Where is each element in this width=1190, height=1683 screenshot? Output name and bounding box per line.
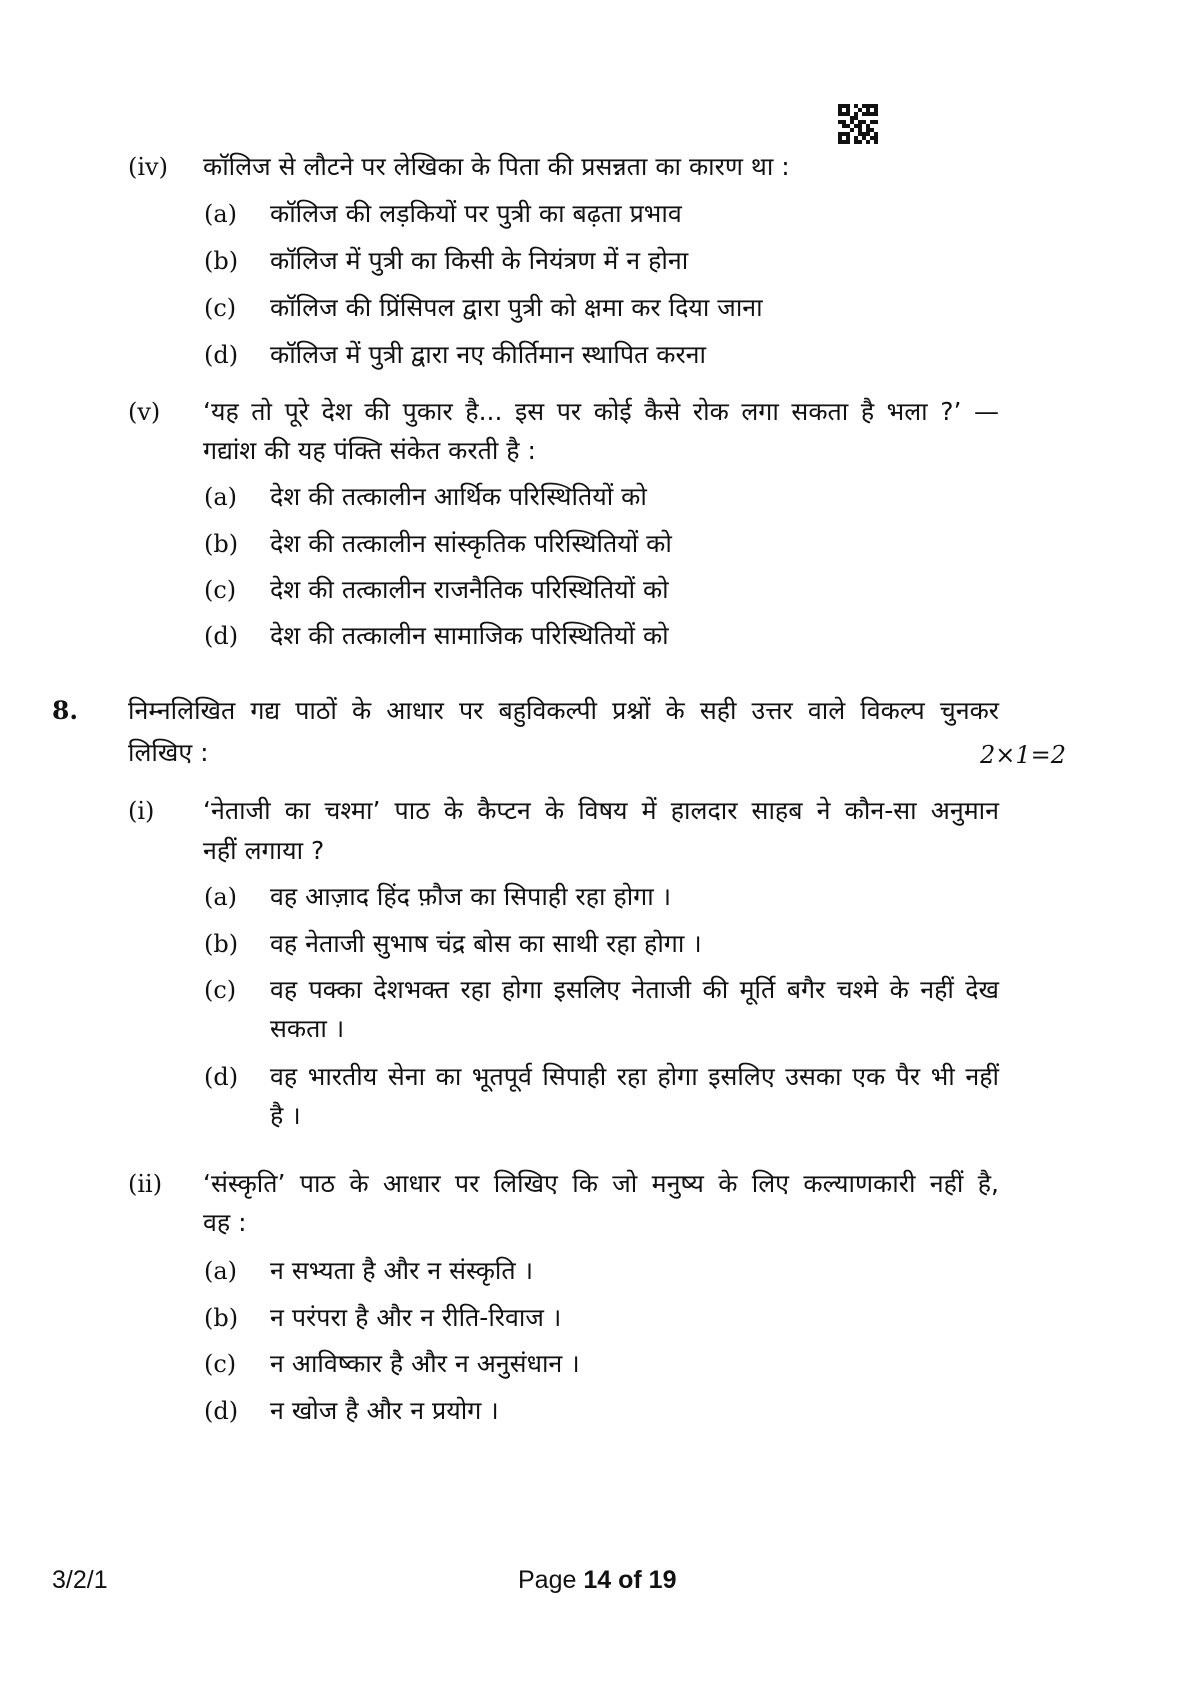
option-label: (b) — [204, 530, 239, 558]
page-of: of — [618, 1566, 642, 1594]
sub-question-label: (iv) — [128, 153, 168, 181]
option-label: (a) — [204, 200, 238, 228]
sub-question-label: (i) — [128, 797, 155, 825]
option-text: देश की तत्कालीन सामाजिक परिस्थितियों को — [270, 621, 669, 650]
option-label: (b) — [204, 930, 239, 958]
option-label: (a) — [204, 483, 238, 511]
sub-question-text-line1: ‘संस्कृति’ पाठ के आधार पर लिखिए कि जो मनुष्य के लिए कल्याणकारी नहीं है, — [203, 1169, 999, 1198]
question-instruction-line2: लिखिए : — [128, 738, 209, 767]
page-total: 19 — [648, 1566, 677, 1594]
page-prefix: Page — [518, 1566, 577, 1594]
option-label: (c) — [204, 576, 237, 604]
sub-question-text-line2: नहीं लगाया ? — [203, 836, 325, 865]
paper-code: 3/2/1 — [52, 1566, 108, 1594]
sub-question-text-line2: वह : — [203, 1208, 247, 1237]
option-label: (a) — [204, 883, 238, 911]
sub-question-text-line1: ‘यह तो पूरे देश की पुकार है... इस पर कोई कैसे रोक लगा सकता है भला ?’ — — [203, 397, 1000, 426]
option-label: (d) — [204, 341, 239, 369]
option-label: (c) — [204, 294, 237, 322]
option-text: न परंपरा है और न रीति-रिवाज । — [270, 1303, 562, 1332]
option-text: देश की तत्कालीन सांस्कृतिक परिस्थितियों को — [270, 529, 672, 558]
question-instruction-line1: निम्नलिखित गद्य पाठों के आधार पर बहुविकल्पी प्रश्नों के सही उत्तर वाले विकल्प चुनकर — [128, 696, 999, 725]
option-text: न खोज है और न प्रयोग । — [270, 1396, 499, 1425]
marks-allocation: 2×1=2 — [980, 741, 1067, 769]
option-text-line2: है । — [270, 1101, 301, 1130]
option-text: वह नेताजी सुभाष चंद्र बोस का साथी रहा होगा । — [270, 929, 702, 958]
question-number: 8. — [52, 696, 79, 725]
option-text-line2: सकता । — [270, 1014, 345, 1043]
option-text: कॉलिज में पुत्री का किसी के नियंत्रण में न होना — [270, 246, 689, 275]
option-text: देश की तत्कालीन राजनैतिक परिस्थितियों को — [270, 575, 669, 604]
option-text: न सभ्यता है और न संस्कृति । — [270, 1256, 534, 1285]
page-current: 14 — [583, 1566, 612, 1594]
sub-question-label: (v) — [128, 398, 161, 426]
option-text-line1: वह भारतीय सेना का भूतपूर्व सिपाही रहा होगा इसलिए उसका एक पैर भी नहीं — [270, 1062, 999, 1091]
page-indicator — [518, 1566, 676, 1595]
option-text: कॉलिज की प्रिंसिपल द्वारा पुत्री को क्षमा कर दिया जाना — [270, 293, 763, 322]
option-label: (d) — [204, 1063, 239, 1091]
option-label: (c) — [204, 976, 237, 1004]
option-text: न आविष्कार है और न अनुसंधान । — [270, 1349, 580, 1378]
option-label: (b) — [204, 1304, 239, 1332]
option-label: (d) — [204, 1397, 239, 1425]
sub-question-text-line1: ‘नेताजी का चश्मा’ पाठ के कैप्टन के विषय में हालदार साहब ने कौन-सा अनुमान — [203, 796, 999, 825]
option-text: वह आज़ाद हिंद फ़ौज का सिपाही रहा होगा । — [270, 882, 672, 911]
option-label: (d) — [204, 622, 239, 650]
option-text: कॉलिज में पुत्री द्वारा नए कीर्तिमान स्थापित करना — [270, 340, 707, 369]
option-text: कॉलिज की लड़कियों पर पुत्री का बढ़ता प्रभाव — [270, 199, 682, 228]
sub-question-label: (ii) — [128, 1170, 163, 1198]
option-label: (c) — [204, 1350, 237, 1378]
option-text: देश की तत्कालीन आर्थिक परिस्थितियों को — [270, 482, 647, 511]
option-label: (a) — [204, 1257, 238, 1285]
qr-code-icon — [838, 104, 878, 144]
option-label: (b) — [204, 247, 239, 275]
sub-question-text-line2: गद्यांश की यह पंक्ति संकेत करती है : — [203, 436, 536, 465]
sub-question-text: कॉलिज से लौटने पर लेखिका के पिता की प्रसन्नता का कारण था : — [203, 152, 790, 181]
option-text-line1: वह पक्का देशभक्त रहा होगा इसलिए नेताजी की मूर्ति बगैर चश्मे के नहीं देख — [270, 975, 999, 1004]
